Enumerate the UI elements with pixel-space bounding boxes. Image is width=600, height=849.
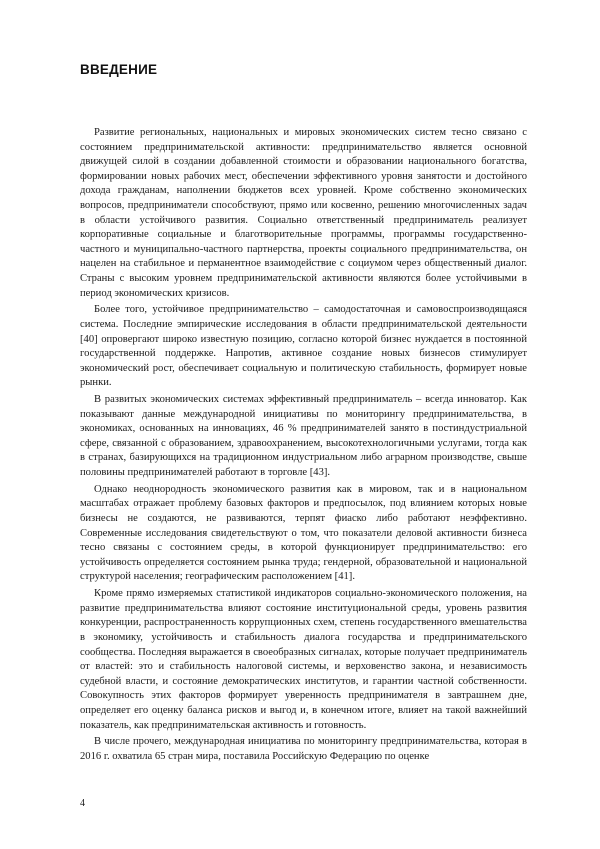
paragraph: В числе прочего, международная инициатива по мониторингу предпринимательства, которая в 2016 г. охватила 65 стран мира, поставила Российскую Федерацию по оценке <box>80 736 527 762</box>
paragraph: В развитых экономических системах эффективный предприниматель – всегда инноватор. Как показывают данные международной инициативы по мониторингу предпринимательства, в экономиках, основанных на инновациях, 46 % предпринимателей занято в постиндустриальной сфере, связанной с образованием, здравоохранением, высокотехнологичными услугами, тогда как в странах, базирующихся на традиционном индустриальном либо аграрном производстве, свыше половины предпринимателей работают в торговле [43]. <box>80 394 527 479</box>
paragraph: Более того, устойчивое предпринимательство – самодостаточная и самовоспроизводящаяся система. Последние эмпирические исследования в области предпринимательской деятельности [40] опровергают широко известную позицию, согласно которой бизнес нуждается в постоянной государственной поддержке. Напротив, активное создание новых бизнесов стимулирует экономический рост, обеспечивает социальную и политическую стабильность, формирует новые рынки. <box>80 304 527 389</box>
body-text <box>80 126 527 767</box>
paragraph: Развитие региональных, национальных и мировых экономических систем тесно связано с состоянием предпринимательской активности: предпринимательство является основной движущей силой в создании добавленной стоимости и образовании национального богатства, формировании новых рабочих мест, обеспечении эффективного уровня занятости и достойного дохода гражданам, наполнении бюджетов всех уровней. Кроме собственно экономических вопросов, предприниматели способствуют, прямо или косвенно, решению многочисленных задач в области устойчивого развития. Социально ответственный предприниматель реализует корпоративные социальные и благотворительные программы, программы государственно-частного и муниципально-частного партнерства, проекты социального предпринимательства, он нацелен на стабильное и перманентное взаимодействие с социумом через общественный диалог. Страны с высоким уровнем предпринимательской активности являются более устойчивыми в период экономических кризисов. <box>80 127 527 299</box>
paragraph: Кроме прямо измеряемых статистикой индикаторов социально-экономического положения, на развитие предпринимательства влияют состояние институциональной среды, уровень развития конкуренции, распространенность коррупционных схем, степень государственного вмешательства в экономику, устойчивость и стабильность диалога государства и предпринимательского сообщества. Последняя выражается в своеобразных сигналах, которые получает предприниматель от властей: это и стабильность налоговой системы, и верховенство закона, и независимость судебной власти, и состояние демократических институтов, и гарантии частной собственности. Совокупность этих факторов формирует уверенность предпринимателя в завтрашнем дне, определяет его оценку баланса рисков и выгод и, в конечном итоге, влияет на такой важнейший показатель, как предпринимательская активность и готовность. <box>80 588 527 731</box>
page-title: ВВЕДЕНИЕ <box>80 62 158 77</box>
paragraph: Однако неоднородность экономического развития как в мировом, так и в национальном масштабах отражает проблему базовых факторов и предпосылок, под влиянием которых новые бизнесы не создаются, не развиваются, терпят фиаско либо работают неэффективно. Современные исследования свидетельствуют о том, что показатели деловой активности бизнеса тесно связаны с состоянием среды, в которой функционирует предпринимательство: его устойчивость определяется состоянием рынка труда; гендерной, образовательной и национальной структурой населения; географическим расположением [41]. <box>80 483 527 583</box>
page-number: 4 <box>80 798 85 809</box>
